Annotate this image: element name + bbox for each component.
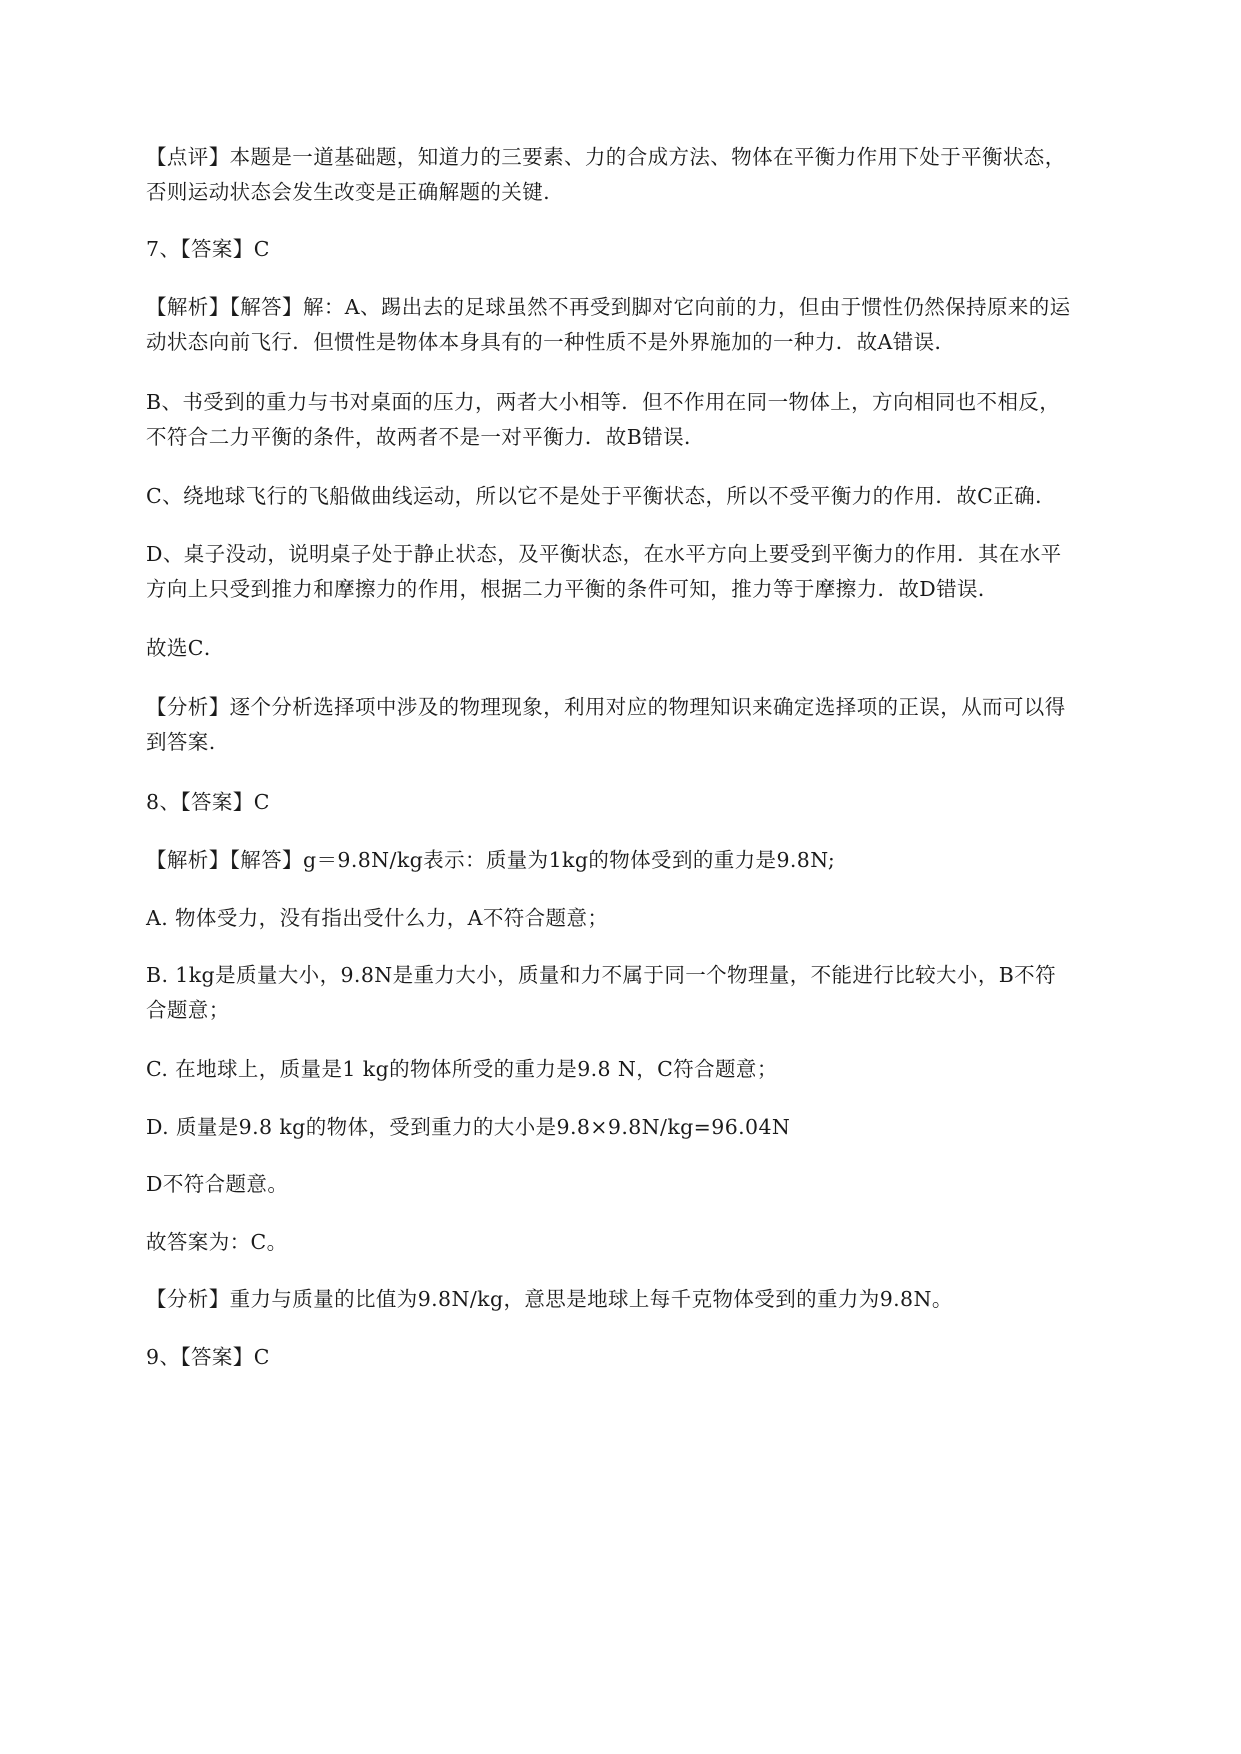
text-line: 合题意； bbox=[146, 998, 230, 1022]
text-line: B. 1kg是质量大小，9.8N是重力大小，质量和力不属于同一个物理量，不能进行比较大小，B不符 bbox=[146, 963, 1056, 987]
text-line: C. 在地球上，质量是1 kg的物体所受的重力是9.8 N，C符合题意； bbox=[146, 1057, 778, 1081]
option-b-paragraph bbox=[146, 385, 1146, 455]
text-line: 7、【答案】C bbox=[146, 237, 270, 261]
text-line: 不符合二力平衡的条件，故两者不是一对平衡力．故B错误． bbox=[146, 425, 705, 449]
answer-conclusion-line bbox=[146, 1225, 1146, 1260]
answer-heading-7 bbox=[146, 232, 1146, 267]
text-line: 故答案为：C。 bbox=[146, 1230, 288, 1254]
option-c-paragraph bbox=[146, 479, 1146, 514]
text-line: 9、【答案】C bbox=[146, 1345, 270, 1369]
option-b-paragraph bbox=[146, 958, 1146, 1028]
text-line: 【解析】【解答】解：A、踢出去的足球虽然不再受到脚对它向前的力，但由于惯性仍然保持原来的运 bbox=[146, 295, 1071, 319]
text-line: A. 物体受力，没有指出受什么力，A不符合题意； bbox=[146, 906, 609, 930]
option-d-paragraph bbox=[146, 537, 1146, 607]
text-line: 【点评】本题是一道基础题，知道力的三要素、力的合成方法、物体在平衡力作用下处于平衡状态， bbox=[146, 145, 1066, 169]
analysis-summary-paragraph bbox=[146, 1282, 1146, 1317]
text-line: 故选C． bbox=[146, 636, 225, 660]
answer-heading-8 bbox=[146, 785, 1146, 820]
option-a-paragraph bbox=[146, 901, 1146, 936]
analysis-summary-paragraph bbox=[146, 690, 1146, 760]
option-d-conclusion bbox=[146, 1167, 1146, 1202]
text-line: C、绕地球飞行的飞船做曲线运动，所以它不是处于平衡状态，所以不受平衡力的作用．故C正确． bbox=[146, 484, 1056, 508]
comment-paragraph bbox=[146, 140, 1146, 210]
text-line: 【分析】重力与质量的比值为9.8N/kg，意思是地球上每千克物体受到的重力为9.8N。 bbox=[146, 1287, 953, 1311]
text-line: B、书受到的重力与书对桌面的压力，两者大小相等．但不作用在同一物体上，方向相同也不相反， bbox=[146, 390, 1061, 414]
text-line: 8、【答案】C bbox=[146, 790, 270, 814]
text-line: D不符合题意。 bbox=[146, 1172, 289, 1196]
option-c-paragraph bbox=[146, 1052, 1146, 1087]
text-line: 【分析】逐个分析选择项中涉及的物理现象，利用对应的物理知识来确定选择项的正误，从而可以得 bbox=[146, 695, 1066, 719]
text-line: 到答案. bbox=[146, 730, 216, 754]
answer-heading-9 bbox=[146, 1340, 1146, 1375]
conclusion-line bbox=[146, 631, 1146, 666]
text-line: D、桌子没动，说明桌子处于静止状态，及平衡状态，在水平方向上要受到平衡力的作用．其在水平 bbox=[146, 542, 1062, 566]
analysis-paragraph bbox=[146, 843, 1146, 878]
option-d-paragraph bbox=[146, 1110, 1146, 1145]
text-line: 【解析】【解答】g＝9.8N/kg表示：质量为1kg的物体受到的重力是9.8N; bbox=[146, 848, 836, 872]
text-line: 否则运动状态会发生改变是正确解题的关键. bbox=[146, 180, 551, 204]
analysis-paragraph bbox=[146, 290, 1146, 360]
text-line: 动状态向前飞行．但惯性是物体本身具有的一种性质不是外界施加的一种力．故A错误． bbox=[146, 330, 956, 354]
text-line: 方向上只受到推力和摩擦力的作用，根据二力平衡的条件可知，推力等于摩擦力．故D错误． bbox=[146, 577, 999, 601]
text-line: D. 质量是9.8 kg的物体，受到重力的大小是9.8×9.8N/kg=96.04N bbox=[146, 1115, 791, 1139]
